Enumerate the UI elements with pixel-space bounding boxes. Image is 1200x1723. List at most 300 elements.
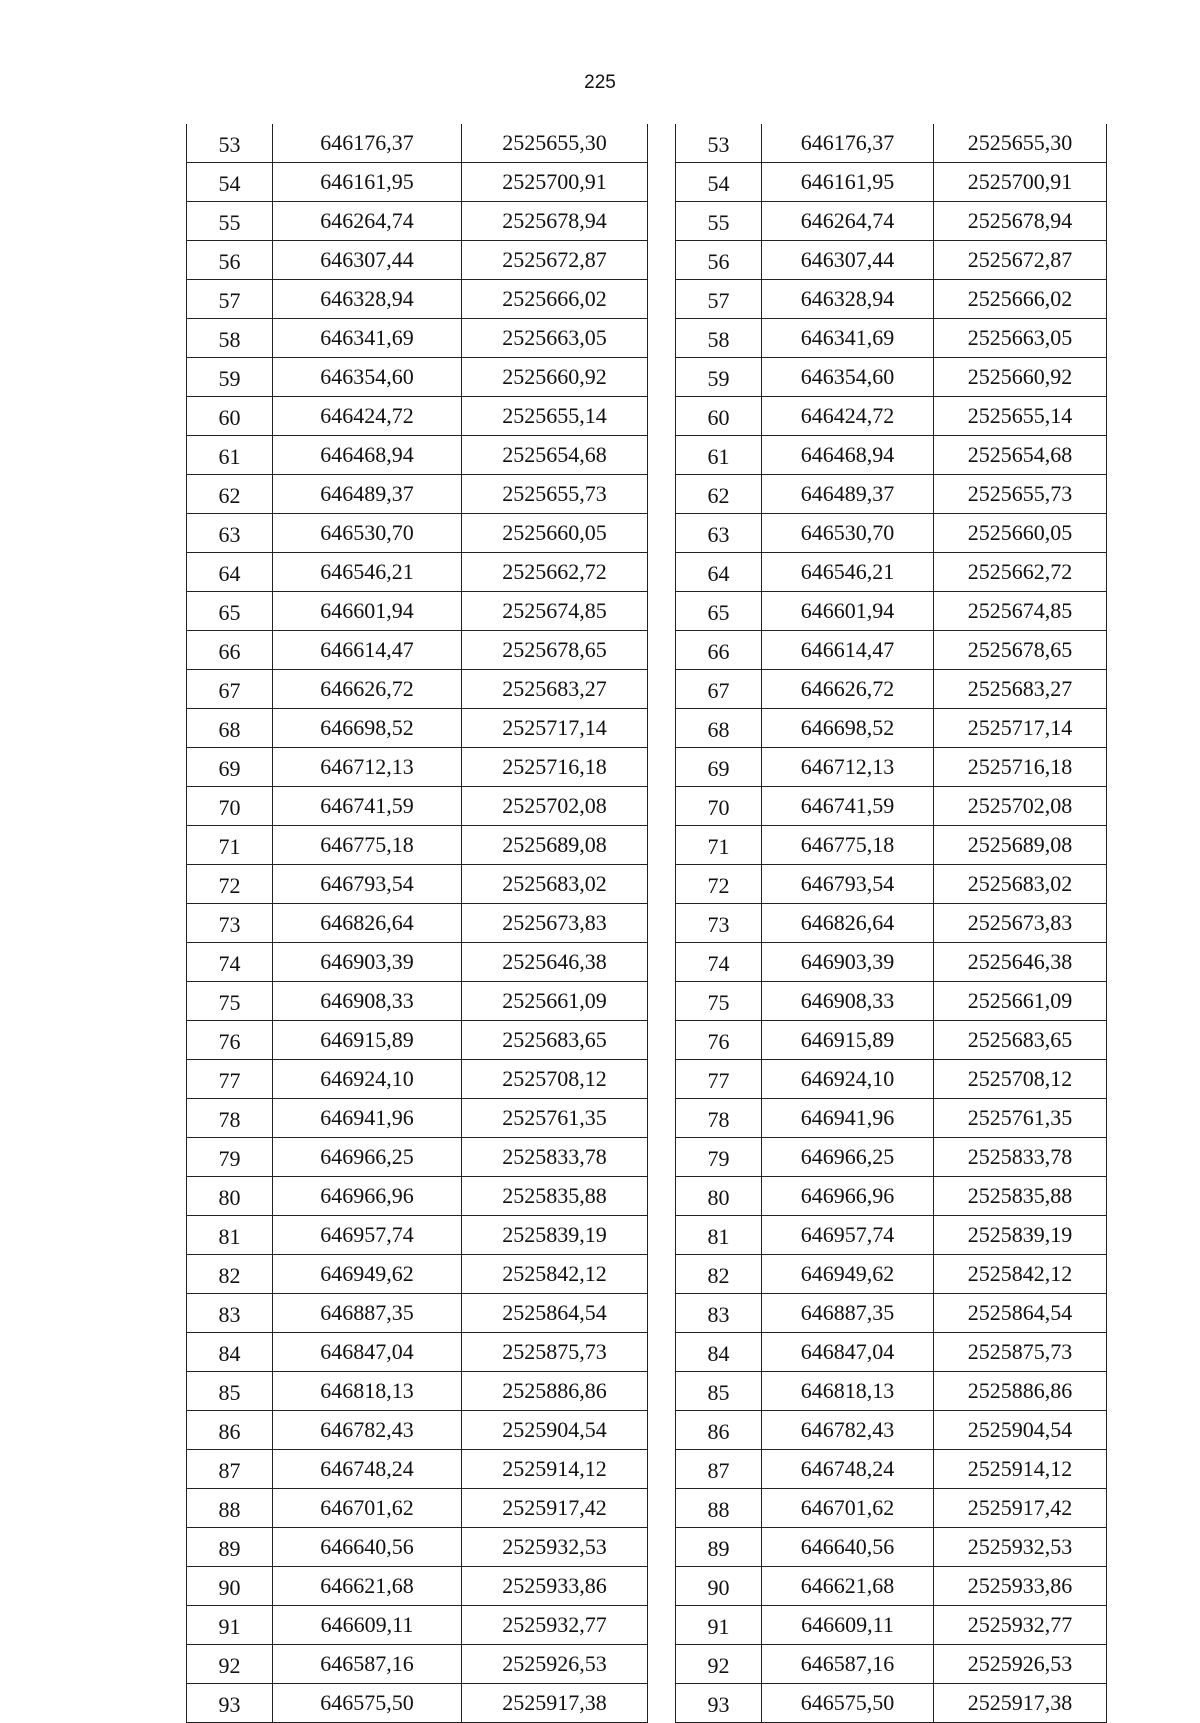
table-row: [187, 1021, 648, 1060]
y-coordinate-cell: 2525660,92: [462, 358, 648, 397]
table-row: [676, 1216, 1107, 1255]
y-coordinate-cell: 2525660,05: [934, 514, 1107, 553]
table-row: [676, 1177, 1107, 1216]
y-coordinate-cell: 2525886,86: [462, 1372, 648, 1411]
point-number-cell: 84: [187, 1333, 273, 1372]
table-row: [187, 1567, 648, 1606]
y-coordinate-cell: 2525708,12: [934, 1060, 1107, 1099]
x-coordinate-cell: 646614,47: [273, 631, 462, 670]
x-coordinate-cell: 646847,04: [762, 1333, 934, 1372]
table-row: [676, 514, 1107, 553]
y-coordinate-cell: 2525926,53: [934, 1645, 1107, 1684]
table-row: [187, 1333, 648, 1372]
coordinates-table-right-body: [676, 124, 1107, 1723]
y-coordinate-cell: 2525661,09: [934, 982, 1107, 1021]
point-number-cell: 64: [187, 553, 273, 592]
x-coordinate-cell: 646826,64: [762, 904, 934, 943]
point-number-cell: 66: [187, 631, 273, 670]
y-coordinate-cell: 2525761,35: [934, 1099, 1107, 1138]
y-coordinate-cell: 2525917,38: [934, 1684, 1107, 1723]
point-number-cell: 80: [187, 1177, 273, 1216]
table-row: [676, 1138, 1107, 1177]
y-coordinate-cell: 2525673,83: [934, 904, 1107, 943]
table-row: [187, 709, 648, 748]
x-coordinate-cell: 646468,94: [273, 436, 462, 475]
y-coordinate-cell: 2525683,65: [934, 1021, 1107, 1060]
y-coordinate-cell: 2525655,73: [462, 475, 648, 514]
table-row: [187, 1060, 648, 1099]
y-coordinate-cell: 2525683,02: [934, 865, 1107, 904]
table-row: [187, 475, 648, 514]
y-coordinate-cell: 2525666,02: [934, 280, 1107, 319]
table-row: [187, 592, 648, 631]
x-coordinate-cell: 646782,43: [762, 1411, 934, 1450]
table-row: [676, 280, 1107, 319]
y-coordinate-cell: 2525932,77: [934, 1606, 1107, 1645]
point-number-cell: 86: [676, 1411, 762, 1450]
x-coordinate-cell: 646741,59: [273, 787, 462, 826]
table-row: [187, 1294, 648, 1333]
table-row: [676, 1060, 1107, 1099]
x-coordinate-cell: 646640,56: [762, 1528, 934, 1567]
table-row: [676, 904, 1107, 943]
y-coordinate-cell: 2525660,92: [934, 358, 1107, 397]
table-row: [187, 436, 648, 475]
y-coordinate-cell: 2525839,19: [462, 1216, 648, 1255]
y-coordinate-cell: 2525926,53: [462, 1645, 648, 1684]
point-number-cell: 54: [187, 163, 273, 202]
point-number-cell: 85: [676, 1372, 762, 1411]
point-number-cell: 84: [676, 1333, 762, 1372]
y-coordinate-cell: 2525716,18: [462, 748, 648, 787]
table-row: [676, 202, 1107, 241]
point-number-cell: 85: [187, 1372, 273, 1411]
x-coordinate-cell: 646915,89: [273, 1021, 462, 1060]
x-coordinate-cell: 646640,56: [273, 1528, 462, 1567]
table-row: [676, 1684, 1107, 1723]
y-coordinate-cell: 2525662,72: [462, 553, 648, 592]
table-row: [187, 982, 648, 1021]
x-coordinate-cell: 646793,54: [273, 865, 462, 904]
y-coordinate-cell: 2525655,30: [934, 124, 1107, 163]
coordinates-table-left-body: [187, 124, 648, 1723]
x-coordinate-cell: 646575,50: [762, 1684, 934, 1723]
x-coordinate-cell: 646887,35: [273, 1294, 462, 1333]
point-number-cell: 77: [187, 1060, 273, 1099]
point-number-cell: 93: [187, 1684, 273, 1723]
point-number-cell: 86: [187, 1411, 273, 1450]
table-row: [187, 124, 648, 163]
x-coordinate-cell: 646626,72: [762, 670, 934, 709]
x-coordinate-cell: 646575,50: [273, 1684, 462, 1723]
point-number-cell: 67: [676, 670, 762, 709]
y-coordinate-cell: 2525655,30: [462, 124, 648, 163]
x-coordinate-cell: 646587,16: [762, 1645, 934, 1684]
point-number-cell: 80: [676, 1177, 762, 1216]
table-row: [187, 1177, 648, 1216]
point-number-cell: 63: [187, 514, 273, 553]
x-coordinate-cell: 646712,13: [762, 748, 934, 787]
x-coordinate-cell: 646176,37: [273, 124, 462, 163]
y-coordinate-cell: 2525904,54: [934, 1411, 1107, 1450]
x-coordinate-cell: 646712,13: [273, 748, 462, 787]
y-coordinate-cell: 2525663,05: [934, 319, 1107, 358]
y-coordinate-cell: 2525689,08: [934, 826, 1107, 865]
y-coordinate-cell: 2525914,12: [462, 1450, 648, 1489]
table-row: [187, 163, 648, 202]
x-coordinate-cell: 646887,35: [762, 1294, 934, 1333]
y-coordinate-cell: 2525660,05: [462, 514, 648, 553]
point-number-cell: 59: [676, 358, 762, 397]
x-coordinate-cell: 646424,72: [273, 397, 462, 436]
x-coordinate-cell: 646489,37: [762, 475, 934, 514]
x-coordinate-cell: 646328,94: [273, 280, 462, 319]
x-coordinate-cell: 646782,43: [273, 1411, 462, 1450]
x-coordinate-cell: 646941,96: [273, 1099, 462, 1138]
point-number-cell: 75: [187, 982, 273, 1021]
y-coordinate-cell: 2525864,54: [934, 1294, 1107, 1333]
y-coordinate-cell: 2525683,65: [462, 1021, 648, 1060]
point-number-cell: 74: [187, 943, 273, 982]
x-coordinate-cell: 646793,54: [762, 865, 934, 904]
x-coordinate-cell: 646966,25: [762, 1138, 934, 1177]
point-number-cell: 79: [187, 1138, 273, 1177]
table-row: [676, 1255, 1107, 1294]
table-row: [187, 1138, 648, 1177]
point-number-cell: 55: [187, 202, 273, 241]
x-coordinate-cell: 646903,39: [273, 943, 462, 982]
table-row: [676, 397, 1107, 436]
table-row: [676, 241, 1107, 280]
y-coordinate-cell: 2525835,88: [934, 1177, 1107, 1216]
y-coordinate-cell: 2525678,94: [462, 202, 648, 241]
table-row: [187, 904, 648, 943]
point-number-cell: 73: [676, 904, 762, 943]
point-number-cell: 71: [187, 826, 273, 865]
point-number-cell: 69: [187, 748, 273, 787]
x-coordinate-cell: 646264,74: [273, 202, 462, 241]
point-number-cell: 56: [187, 241, 273, 280]
table-row: [187, 280, 648, 319]
y-coordinate-cell: 2525933,86: [462, 1567, 648, 1606]
table-row: [187, 1489, 648, 1528]
point-number-cell: 56: [676, 241, 762, 280]
x-coordinate-cell: 646601,94: [273, 592, 462, 631]
x-coordinate-cell: 646307,44: [762, 241, 934, 280]
table-row: [187, 319, 648, 358]
x-coordinate-cell: 646176,37: [762, 124, 934, 163]
table-row: [676, 631, 1107, 670]
x-coordinate-cell: 646949,62: [273, 1255, 462, 1294]
point-number-cell: 71: [676, 826, 762, 865]
point-number-cell: 62: [187, 475, 273, 514]
table-row: [187, 748, 648, 787]
point-number-cell: 76: [676, 1021, 762, 1060]
point-number-cell: 58: [676, 319, 762, 358]
point-number-cell: 90: [187, 1567, 273, 1606]
table-row: [187, 241, 648, 280]
point-number-cell: 75: [676, 982, 762, 1021]
x-coordinate-cell: 646530,70: [762, 514, 934, 553]
x-coordinate-cell: 646161,95: [273, 163, 462, 202]
y-coordinate-cell: 2525666,02: [462, 280, 648, 319]
table-row: [187, 631, 648, 670]
x-coordinate-cell: 646621,68: [762, 1567, 934, 1606]
x-coordinate-cell: 646966,96: [762, 1177, 934, 1216]
x-coordinate-cell: 646698,52: [273, 709, 462, 748]
x-coordinate-cell: 646341,69: [762, 319, 934, 358]
point-number-cell: 72: [676, 865, 762, 904]
table-row: [187, 1216, 648, 1255]
x-coordinate-cell: 646587,16: [273, 1645, 462, 1684]
table-row: [676, 1021, 1107, 1060]
y-coordinate-cell: 2525842,12: [934, 1255, 1107, 1294]
table-row: [676, 124, 1107, 163]
y-coordinate-cell: 2525683,02: [462, 865, 648, 904]
point-number-cell: 74: [676, 943, 762, 982]
y-coordinate-cell: 2525717,14: [462, 709, 648, 748]
point-number-cell: 60: [187, 397, 273, 436]
table-row: [187, 1450, 648, 1489]
y-coordinate-cell: 2525683,27: [462, 670, 648, 709]
table-row: [676, 553, 1107, 592]
point-number-cell: 88: [676, 1489, 762, 1528]
x-coordinate-cell: 646966,96: [273, 1177, 462, 1216]
point-number-cell: 70: [187, 787, 273, 826]
y-coordinate-cell: 2525689,08: [462, 826, 648, 865]
point-number-cell: 62: [676, 475, 762, 514]
table-row: [187, 1528, 648, 1567]
table-row: [676, 943, 1107, 982]
point-number-cell: 68: [676, 709, 762, 748]
x-coordinate-cell: 646489,37: [273, 475, 462, 514]
point-number-cell: 58: [187, 319, 273, 358]
x-coordinate-cell: 646748,24: [273, 1450, 462, 1489]
y-coordinate-cell: 2525655,14: [462, 397, 648, 436]
y-coordinate-cell: 2525917,42: [462, 1489, 648, 1528]
y-coordinate-cell: 2525700,91: [934, 163, 1107, 202]
table-row: [676, 1294, 1107, 1333]
x-coordinate-cell: 646957,74: [762, 1216, 934, 1255]
point-number-cell: 81: [187, 1216, 273, 1255]
x-coordinate-cell: 646601,94: [762, 592, 934, 631]
table-row: [676, 163, 1107, 202]
y-coordinate-cell: 2525673,83: [462, 904, 648, 943]
table-row: [187, 1606, 648, 1645]
table-row: [676, 670, 1107, 709]
y-coordinate-cell: 2525875,73: [462, 1333, 648, 1372]
y-coordinate-cell: 2525678,65: [462, 631, 648, 670]
x-coordinate-cell: 646614,47: [762, 631, 934, 670]
y-coordinate-cell: 2525932,53: [462, 1528, 648, 1567]
point-number-cell: 82: [676, 1255, 762, 1294]
table-row: [187, 358, 648, 397]
x-coordinate-cell: 646957,74: [273, 1216, 462, 1255]
point-number-cell: 65: [187, 592, 273, 631]
table-row: [676, 826, 1107, 865]
x-coordinate-cell: 646701,62: [273, 1489, 462, 1528]
x-coordinate-cell: 646328,94: [762, 280, 934, 319]
point-number-cell: 53: [187, 124, 273, 163]
x-coordinate-cell: 646748,24: [762, 1450, 934, 1489]
y-coordinate-cell: 2525708,12: [462, 1060, 648, 1099]
x-coordinate-cell: 646966,25: [273, 1138, 462, 1177]
x-coordinate-cell: 646626,72: [273, 670, 462, 709]
point-number-cell: 61: [676, 436, 762, 475]
point-number-cell: 78: [187, 1099, 273, 1138]
y-coordinate-cell: 2525875,73: [934, 1333, 1107, 1372]
table-row: [187, 1645, 648, 1684]
point-number-cell: 81: [676, 1216, 762, 1255]
y-coordinate-cell: 2525917,38: [462, 1684, 648, 1723]
y-coordinate-cell: 2525672,87: [934, 241, 1107, 280]
x-coordinate-cell: 646354,60: [273, 358, 462, 397]
point-number-cell: 70: [676, 787, 762, 826]
table-row: [187, 553, 648, 592]
y-coordinate-cell: 2525674,85: [934, 592, 1107, 631]
y-coordinate-cell: 2525654,68: [934, 436, 1107, 475]
x-coordinate-cell: 646546,21: [273, 553, 462, 592]
point-number-cell: 59: [187, 358, 273, 397]
x-coordinate-cell: 646949,62: [762, 1255, 934, 1294]
y-coordinate-cell: 2525833,78: [462, 1138, 648, 1177]
table-row: [187, 1372, 648, 1411]
point-number-cell: 76: [187, 1021, 273, 1060]
point-number-cell: 91: [676, 1606, 762, 1645]
point-number-cell: 65: [676, 592, 762, 631]
y-coordinate-cell: 2525716,18: [934, 748, 1107, 787]
y-coordinate-cell: 2525833,78: [934, 1138, 1107, 1177]
table-row: [676, 1489, 1107, 1528]
point-number-cell: 92: [187, 1645, 273, 1684]
point-number-cell: 60: [676, 397, 762, 436]
point-number-cell: 87: [676, 1450, 762, 1489]
point-number-cell: 78: [676, 1099, 762, 1138]
x-coordinate-cell: 646941,96: [762, 1099, 934, 1138]
x-coordinate-cell: 646264,74: [762, 202, 934, 241]
table-row: [676, 1372, 1107, 1411]
point-number-cell: 92: [676, 1645, 762, 1684]
point-number-cell: 79: [676, 1138, 762, 1177]
table-row: [676, 592, 1107, 631]
y-coordinate-cell: 2525700,91: [462, 163, 648, 202]
table-row: [187, 943, 648, 982]
table-row: [676, 1099, 1107, 1138]
x-coordinate-cell: 646924,10: [273, 1060, 462, 1099]
table-row: [187, 202, 648, 241]
point-number-cell: 54: [676, 163, 762, 202]
point-number-cell: 91: [187, 1606, 273, 1645]
table-row: [676, 1333, 1107, 1372]
point-number-cell: 82: [187, 1255, 273, 1294]
y-coordinate-cell: 2525933,86: [934, 1567, 1107, 1606]
table-row: [187, 1411, 648, 1450]
point-number-cell: 61: [187, 436, 273, 475]
table-row: [676, 475, 1107, 514]
x-coordinate-cell: 646307,44: [273, 241, 462, 280]
table-row: [676, 982, 1107, 1021]
y-coordinate-cell: 2525646,38: [934, 943, 1107, 982]
point-number-cell: 69: [676, 748, 762, 787]
x-coordinate-cell: 646468,94: [762, 436, 934, 475]
point-number-cell: 53: [676, 124, 762, 163]
y-coordinate-cell: 2525917,42: [934, 1489, 1107, 1528]
point-number-cell: 55: [676, 202, 762, 241]
x-coordinate-cell: 646701,62: [762, 1489, 934, 1528]
y-coordinate-cell: 2525761,35: [462, 1099, 648, 1138]
point-number-cell: 89: [187, 1528, 273, 1567]
coordinates-table-right: [675, 124, 1107, 1723]
table-row: [187, 826, 648, 865]
x-coordinate-cell: 646530,70: [273, 514, 462, 553]
y-coordinate-cell: 2525842,12: [462, 1255, 648, 1294]
x-coordinate-cell: 646924,10: [762, 1060, 934, 1099]
table-row: [676, 319, 1107, 358]
x-coordinate-cell: 646847,04: [273, 1333, 462, 1372]
page-number: 225: [584, 72, 616, 93]
point-number-cell: 72: [187, 865, 273, 904]
point-number-cell: 83: [676, 1294, 762, 1333]
y-coordinate-cell: 2525702,08: [462, 787, 648, 826]
table-row: [676, 1528, 1107, 1567]
x-coordinate-cell: 646903,39: [762, 943, 934, 982]
y-coordinate-cell: 2525835,88: [462, 1177, 648, 1216]
point-number-cell: 66: [676, 631, 762, 670]
x-coordinate-cell: 646354,60: [762, 358, 934, 397]
x-coordinate-cell: 646818,13: [762, 1372, 934, 1411]
point-number-cell: 73: [187, 904, 273, 943]
point-number-cell: 83: [187, 1294, 273, 1333]
table-row: [187, 397, 648, 436]
y-coordinate-cell: 2525683,27: [934, 670, 1107, 709]
y-coordinate-cell: 2525661,09: [462, 982, 648, 1021]
x-coordinate-cell: 646424,72: [762, 397, 934, 436]
table-row: [676, 358, 1107, 397]
table-row: [187, 1684, 648, 1723]
point-number-cell: 77: [676, 1060, 762, 1099]
y-coordinate-cell: 2525663,05: [462, 319, 648, 358]
point-number-cell: 87: [187, 1450, 273, 1489]
y-coordinate-cell: 2525646,38: [462, 943, 648, 982]
y-coordinate-cell: 2525839,19: [934, 1216, 1107, 1255]
table-row: [676, 709, 1107, 748]
point-number-cell: 64: [676, 553, 762, 592]
coordinates-table-left: [186, 124, 648, 1723]
y-coordinate-cell: 2525914,12: [934, 1450, 1107, 1489]
table-row: [676, 1450, 1107, 1489]
x-coordinate-cell: 646341,69: [273, 319, 462, 358]
y-coordinate-cell: 2525662,72: [934, 553, 1107, 592]
point-number-cell: 67: [187, 670, 273, 709]
point-number-cell: 89: [676, 1528, 762, 1567]
point-number-cell: 57: [187, 280, 273, 319]
table-row: [187, 670, 648, 709]
y-coordinate-cell: 2525654,68: [462, 436, 648, 475]
table-row: [676, 1606, 1107, 1645]
point-number-cell: 90: [676, 1567, 762, 1606]
x-coordinate-cell: 646609,11: [762, 1606, 934, 1645]
point-number-cell: 63: [676, 514, 762, 553]
table-row: [676, 1567, 1107, 1606]
y-coordinate-cell: 2525702,08: [934, 787, 1107, 826]
point-number-cell: 88: [187, 1489, 273, 1528]
x-coordinate-cell: 646775,18: [762, 826, 934, 865]
table-row: [676, 1645, 1107, 1684]
table-row: [187, 1255, 648, 1294]
y-coordinate-cell: 2525655,14: [934, 397, 1107, 436]
x-coordinate-cell: 646609,11: [273, 1606, 462, 1645]
y-coordinate-cell: 2525717,14: [934, 709, 1107, 748]
